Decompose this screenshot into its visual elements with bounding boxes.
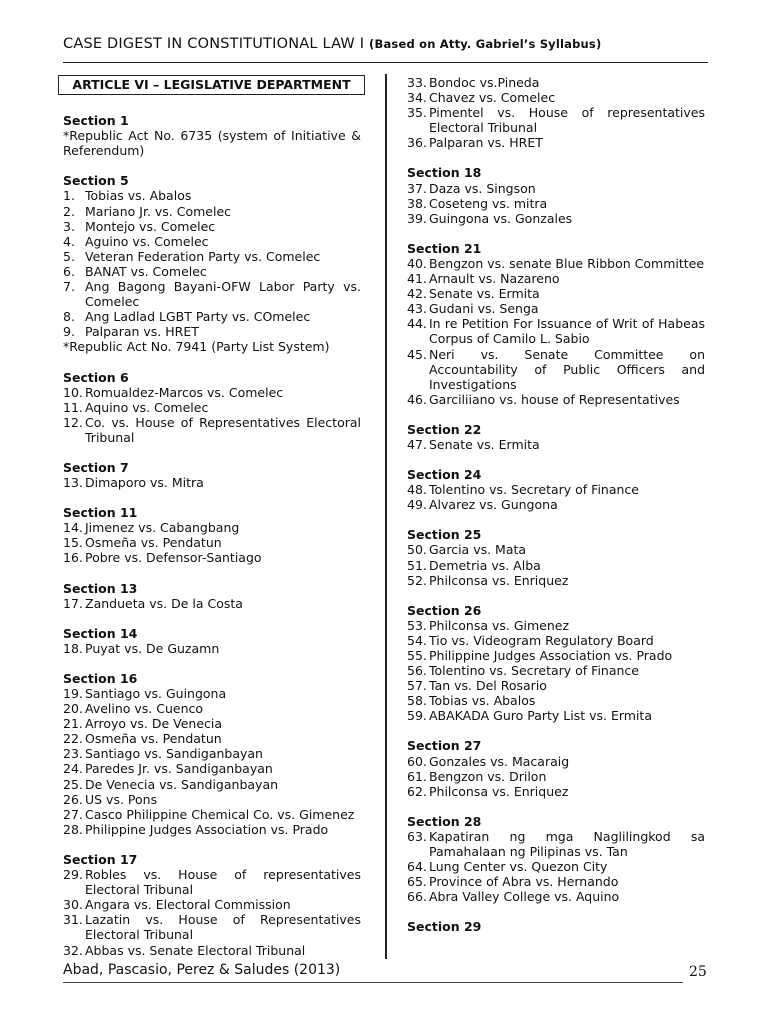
case-list-item [63, 716, 361, 731]
section-block [407, 603, 705, 724]
case-number: 46. [407, 391, 427, 407]
case-number: 40. [407, 255, 427, 271]
case-title: Santiago vs. Sandiganbayan [85, 746, 263, 762]
case-list-item [407, 316, 705, 346]
section-heading: Section 29 [407, 919, 482, 935]
case-list-item [407, 708, 705, 723]
case-number: 10. [63, 384, 83, 400]
section-note: *Republic Act No. 6735 (system of Initiative & Referendum) [63, 128, 361, 159]
case-number: 57. [407, 678, 427, 694]
case-title: Chavez vs. Comelec [429, 90, 556, 106]
case-number: 23. [63, 746, 83, 762]
section-block [63, 173, 361, 354]
section-heading: Section 22 [407, 421, 482, 437]
case-list-item [407, 859, 705, 874]
case-title: Tobias vs. Abalos [85, 188, 192, 204]
case-list-item [63, 219, 361, 234]
case-list-item [407, 271, 705, 286]
case-title: De Venecia vs. Sandiganbayan [85, 776, 279, 792]
case-list-item [407, 542, 705, 557]
section-heading: Section 21 [407, 240, 482, 256]
case-number: 1. [63, 188, 75, 204]
case-number: 2. [63, 203, 75, 219]
case-list-item [63, 385, 361, 400]
case-number: 27. [63, 806, 83, 822]
case-list-item [407, 633, 705, 648]
case-title: Casco Philippine Chemical Co. vs. Gimenez [85, 806, 355, 822]
case-list-item [63, 596, 361, 611]
page-header [63, 34, 708, 63]
right-column [407, 75, 705, 935]
case-number: 12. [63, 414, 83, 430]
case-list-item [407, 482, 705, 497]
case-number: 45. [407, 346, 427, 362]
case-title: In re Petition For Issuance of Writ of Habeas Corpus of Camilo L. Sabio [429, 316, 705, 347]
section-block [63, 370, 361, 445]
section-block [407, 165, 705, 225]
case-title: Alvarez vs. Gungona [429, 497, 558, 513]
case-number: 59. [407, 708, 427, 724]
section-heading: Section 11 [63, 505, 138, 521]
case-title: Abra Valley College vs. Aquino [429, 889, 620, 905]
case-number: 19. [63, 686, 83, 701]
case-list-item [407, 678, 705, 693]
case-list-item [63, 535, 361, 550]
case-number: 21. [63, 716, 83, 732]
section-block [63, 626, 361, 656]
case-title: Gonzales vs. Macaraig [429, 753, 570, 769]
case-list-item [63, 943, 361, 958]
case-list-item [63, 400, 361, 415]
case-title: Philconsa vs. Gimenez [429, 617, 570, 633]
case-title: Kapatiran ng mga Naglilingkod sa Pamahalaan ng Pilipinas vs. Tan [429, 828, 705, 860]
case-number: 42. [407, 286, 427, 302]
case-list-item [407, 347, 705, 392]
case-number: 36. [407, 135, 427, 151]
document-title: CASE DIGEST IN CONSTITUTIONAL LAW I [63, 36, 365, 52]
case-title: Bengzon vs. senate Blue Ribbon Committee [429, 255, 705, 271]
case-title: Santiago vs. Guingona [85, 686, 227, 701]
section-block [63, 460, 361, 490]
case-number: 64. [407, 859, 427, 875]
case-list-item [407, 392, 705, 407]
case-number: 56. [407, 663, 427, 679]
case-number: 49. [407, 497, 427, 513]
case-list-item [407, 301, 705, 316]
case-list-item [63, 686, 361, 701]
case-number: 11. [63, 399, 83, 415]
case-list-item [63, 234, 361, 249]
section-block [407, 814, 705, 905]
section-heading: Section 14 [63, 625, 138, 641]
section-block [407, 527, 705, 587]
case-number: 43. [407, 301, 427, 317]
case-list-item [63, 188, 361, 203]
case-number: 4. [63, 233, 75, 249]
case-number: 6. [63, 263, 75, 279]
case-number: 8. [63, 309, 75, 325]
case-title: Ang Bagong Bayani-OFW Labor Party vs. Comelec [85, 279, 361, 310]
case-title: Ang Ladlad LGBT Party vs. COmelec [85, 309, 311, 325]
case-title: Zandueta vs. De la Costa [85, 595, 243, 611]
case-list-item [407, 286, 705, 301]
case-number: 37. [407, 180, 427, 196]
section-note: *Republic Act No. 7941 (Party List System) [63, 339, 330, 355]
case-title: Garcia vs. Mata [429, 542, 527, 558]
case-number: 18. [63, 640, 83, 656]
case-list-item [63, 520, 361, 535]
case-list-item [63, 731, 361, 746]
case-list-item [407, 181, 705, 196]
case-title: Tan vs. Del Rosario [429, 678, 547, 694]
case-number: 34. [407, 90, 427, 106]
case-title: Angara vs. Electoral Commission [85, 897, 291, 913]
case-title: Daza vs. Singson [429, 180, 536, 196]
case-number: 31. [63, 912, 83, 928]
case-list-item [407, 693, 705, 708]
case-list-item [63, 309, 361, 324]
case-list-item [407, 573, 705, 588]
case-title: Mariano Jr. vs. Comelec [85, 203, 232, 219]
case-title: Province of Abra vs. Hernando [429, 874, 619, 890]
case-list-item [63, 701, 361, 716]
case-number: 63. [407, 828, 427, 844]
case-list-item [407, 769, 705, 784]
case-title: Coseteng vs. mitra [429, 195, 548, 211]
case-list-item [63, 475, 361, 490]
case-number: 62. [407, 783, 427, 799]
section-block [407, 467, 705, 512]
case-list-item [407, 196, 705, 211]
section-block [63, 113, 361, 158]
case-list-item [63, 822, 361, 837]
case-title: Tolentino vs. Secretary of Finance [429, 663, 639, 679]
case-title: Gudani vs. Senga [429, 301, 539, 317]
case-number: 35. [407, 105, 427, 121]
case-list-item [63, 550, 361, 565]
section-block [63, 581, 361, 611]
case-list-item [407, 437, 705, 452]
case-list-item [63, 204, 361, 219]
case-number: 16. [63, 550, 83, 566]
case-title: Tio vs. Videogram Regulatory Board [429, 632, 654, 648]
case-list-item [407, 105, 705, 135]
case-title: Arnault vs. Nazareno [429, 271, 560, 287]
case-list-item [407, 889, 705, 904]
case-title: Arroyo vs. De Venecia [85, 716, 223, 732]
case-title: Palparan vs. HRET [429, 135, 543, 151]
left-column [63, 75, 361, 958]
case-title: Robles vs. House of representatives Electoral Tribunal [85, 867, 361, 898]
case-list-item [63, 415, 361, 445]
case-title: Romualdez-Marcos vs. Comelec [85, 384, 284, 400]
case-title: Demetria vs. Alba [429, 557, 541, 573]
section-heading: Section 17 [63, 851, 138, 867]
case-title: ABAKADA Guro Party List vs. Ermita [429, 708, 652, 724]
case-title: Neri vs. Senate Committee on Accountability of Public Officers and Investigations [429, 346, 705, 392]
case-number: 15. [63, 535, 83, 551]
case-list-item [63, 912, 361, 942]
case-number: 54. [407, 632, 427, 648]
case-list-item [63, 264, 361, 279]
case-number: 52. [407, 572, 427, 588]
case-list-item [407, 754, 705, 769]
case-list-item [63, 249, 361, 264]
case-title: Palparan vs. HRET [85, 324, 199, 340]
case-list-item [407, 497, 705, 512]
case-title: Philippine Judges Association vs. Prado [85, 821, 329, 837]
case-list-item [407, 135, 705, 150]
case-number: 39. [407, 210, 427, 226]
case-number: 7. [63, 279, 75, 295]
case-number: 47. [407, 436, 427, 452]
case-title: Lung Center vs. Quezon City [429, 859, 608, 875]
case-number: 25. [63, 776, 83, 792]
case-title: Abbas vs. Senate Electoral Tribunal [85, 942, 306, 958]
case-number: 38. [407, 195, 427, 211]
section-heading: Section 7 [63, 459, 129, 475]
case-title: Senate vs. Ermita [429, 436, 540, 452]
section-heading: Section 6 [63, 369, 129, 385]
case-number: 33. [407, 75, 427, 90]
section-block [407, 738, 705, 798]
section-heading: Section 25 [407, 527, 482, 543]
case-list-item [63, 279, 361, 309]
section-heading: Section 5 [63, 173, 129, 189]
case-number: 66. [407, 889, 427, 905]
section-heading: Section 26 [407, 602, 482, 618]
case-list-item [407, 558, 705, 573]
case-title: Pobre vs. Defensor-Santiago [85, 550, 262, 566]
case-number: 51. [407, 557, 427, 573]
case-title: Jimenez vs. Cabangbang [85, 520, 240, 536]
case-number: 3. [63, 218, 75, 234]
section-block [407, 241, 705, 407]
case-title: Tobias vs. Abalos [429, 693, 536, 709]
case-number: 41. [407, 271, 427, 287]
case-list-item [407, 829, 705, 859]
page-footer [63, 962, 683, 983]
section-block [63, 671, 361, 837]
case-number: 28. [63, 821, 83, 837]
page-number: 25 [689, 964, 707, 980]
case-list-item [407, 663, 705, 678]
case-title: Philconsa vs. Enriquez [429, 572, 569, 588]
case-title: Co. vs. House of Representatives Electoral Tribunal [85, 414, 361, 445]
case-list-item [407, 256, 705, 271]
case-list-item [407, 874, 705, 889]
case-title: Philconsa vs. Enriquez [429, 783, 569, 799]
case-number: 55. [407, 648, 427, 663]
case-number: 29. [63, 867, 83, 883]
case-title: Bondoc vs.Pineda [429, 75, 540, 90]
case-title: Lazatin vs. House of Representatives Electoral Tribunal [85, 912, 361, 943]
section-heading: Section 13 [63, 580, 138, 596]
case-title: Veteran Federation Party vs. Comelec [85, 248, 321, 264]
case-number: 17. [63, 595, 83, 611]
case-number: 14. [63, 520, 83, 536]
case-number: 30. [63, 897, 83, 913]
case-title: Senate vs. Ermita [429, 286, 540, 302]
case-title: Guingona vs. Gonzales [429, 210, 573, 226]
case-list-item [407, 618, 705, 633]
section-block [63, 505, 361, 565]
case-title: Osmeña vs. Pendatun [85, 535, 222, 551]
document-subtitle: (Based on Atty. Gabriel’s Syllabus) [369, 37, 602, 51]
case-list-item [407, 648, 705, 663]
case-number: 65. [407, 874, 427, 890]
case-title: Paredes Jr. vs. Sandiganbayan [85, 761, 273, 777]
case-title: Bengzon vs. Drilon [429, 768, 547, 784]
article-title: ARTICLE VI – LEGISLATIVE DEPARTMENT [58, 75, 365, 95]
section-heading: Section 28 [407, 813, 482, 829]
case-list-item [63, 897, 361, 912]
case-number: 22. [63, 731, 83, 747]
case-list-item [63, 761, 361, 776]
section-block [63, 852, 361, 958]
case-title: Tolentino vs. Secretary of Finance [429, 482, 639, 498]
case-number: 44. [407, 316, 427, 332]
column-divider [385, 74, 387, 959]
case-number: 24. [63, 761, 83, 777]
case-title: Avelino vs. Cuenco [85, 701, 204, 717]
right-sections [407, 75, 705, 935]
case-number: 48. [407, 482, 427, 498]
case-title: Montejo vs. Comelec [85, 218, 216, 234]
case-number: 13. [63, 475, 83, 491]
case-number: 32. [63, 942, 83, 958]
case-number: 50. [407, 542, 427, 558]
case-title: US vs. Pons [85, 791, 158, 807]
section-heading: Section 27 [407, 738, 482, 754]
case-title: Aquino vs. Comelec [85, 399, 209, 415]
section-block [407, 75, 705, 150]
section-heading: Section 16 [63, 670, 138, 686]
case-list-item [407, 211, 705, 226]
case-number: 26. [63, 791, 83, 807]
case-title: Garciliiano vs. house of Representatives [429, 391, 680, 407]
case-title: Osmeña vs. Pendatun [85, 731, 222, 747]
case-list-item [63, 324, 361, 339]
case-number: 58. [407, 693, 427, 709]
section-heading: Section 18 [407, 165, 482, 181]
case-title: Philippine Judges Association vs. Prado [429, 648, 673, 663]
case-list-item [63, 777, 361, 792]
case-title: Puyat vs. De Guzamn [85, 640, 220, 656]
case-title: Aguino vs. Comelec [85, 233, 209, 249]
case-list-item [63, 807, 361, 822]
case-list-item [63, 641, 361, 656]
case-number: 20. [63, 701, 83, 717]
case-list-item [407, 90, 705, 105]
section-block [407, 422, 705, 452]
footer-authors: Abad, Pascasio, Perez & Saludes (2013) [63, 962, 341, 978]
case-number: 53. [407, 617, 427, 633]
section-heading: Section 1 [63, 113, 129, 129]
case-list-item [407, 784, 705, 799]
case-number: 9. [63, 324, 75, 340]
case-list-item [63, 792, 361, 807]
section-block [407, 919, 705, 934]
case-list-item [63, 746, 361, 761]
case-title: BANAT vs. Comelec [85, 263, 207, 279]
case-title: Pimentel vs. House of representatives Electoral Tribunal [429, 105, 705, 136]
case-number: 60. [407, 753, 427, 769]
case-title: Dimaporo vs. Mitra [85, 475, 204, 491]
case-list-item [407, 75, 705, 90]
case-number: 5. [63, 248, 75, 264]
left-sections [63, 113, 361, 958]
case-list-item [63, 867, 361, 897]
case-number: 61. [407, 768, 427, 784]
section-heading: Section 24 [407, 467, 482, 483]
